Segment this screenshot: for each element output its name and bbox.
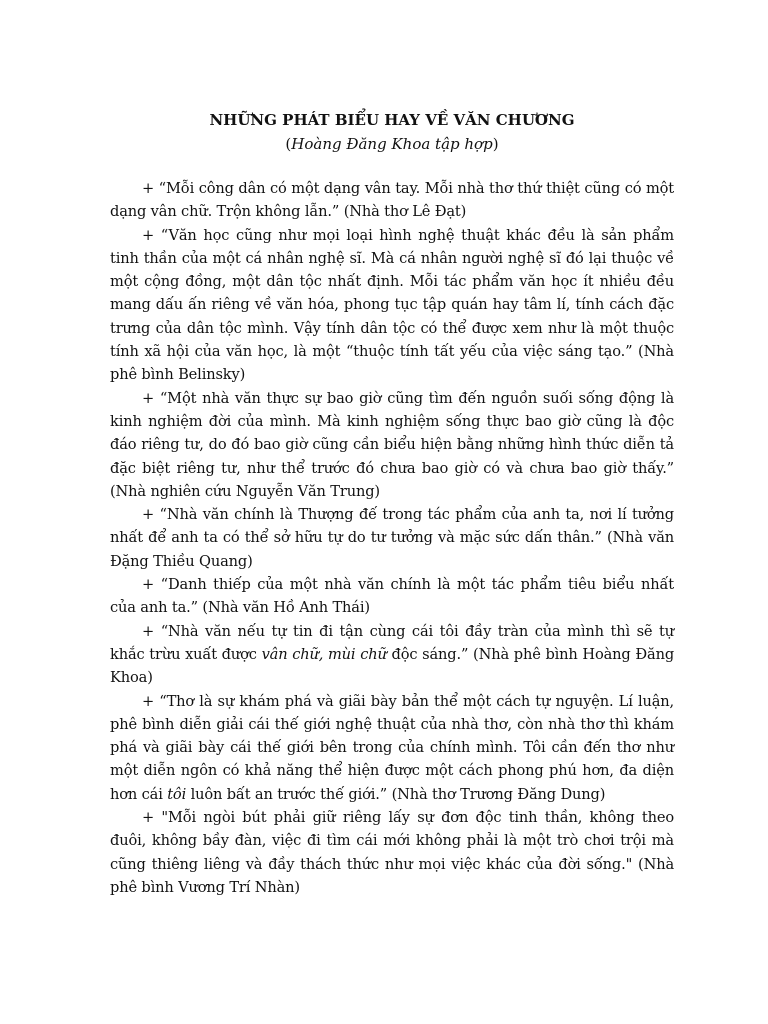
quote-text: + “Danh thiếp của một nhà văn chính là một tác phẩm tiêu biểu nhất của anh ta.” (Nhà văn Hồ Anh Thái) <box>110 576 674 617</box>
quote-paragraph-5 <box>110 573 674 620</box>
document-page <box>110 108 674 899</box>
quote-text: + "Mỗi ngòi bút phải giữ riêng lấy sự đơn độc tinh thần, không theo đuôi, không bầy đàn, việc đi tìm cái mới không phải là một trò chơi trội mà cũng thiêng liêng và đầy thách thức như mọi việc khác của đời sống." (Nhà phê bình Vương Trí Nhàn) <box>110 809 674 896</box>
quote-text: + “Thơ là sự khám phá và giãi bày bản thể một cách tự nguyện. Lí luận, phê bình diễn giải cái thế giới nghệ thuật của nhà thơ, còn nhà thơ thì khám phá và giãi bày cái thế giới bên trong của chính mình. Tôi cần đến thơ như một diễn ngôn có khả năng thể hiện được một cách phong phú hơn, đa diện hơn cái <box>110 692 674 803</box>
quote-text: + “Văn học cũng như mọi loại hình nghệ thuật khác đều là sản phẩm tinh thần của một cá nhân nghệ sĩ. Mà cá nhân người nghệ sĩ đó lại thuộc về một cộng đồng, một dân tộc nhất định. Mỗi tác phẩm văn học ít nhiều đều mang dấu ấn riêng về văn hóa, phong tục tập quán hay tâm lí, tính cách đặc trưng của dân tộc mình. Vậy tính dân tộc có thể được xem như là một thuộc tính xã hội của văn học, là một “thuộc tính tất yếu của việc sáng tạo.” (Nhà phê bình Belinsky) <box>110 226 674 384</box>
subtitle-open-paren: ( <box>285 135 292 153</box>
quote-text: luôn bất an trước thế giới.” (Nhà thơ Trương Đăng Dung) <box>186 785 606 803</box>
subtitle-close-paren: ) <box>492 135 499 153</box>
quote-paragraph-3 <box>110 387 674 503</box>
quote-paragraph-8 <box>110 806 674 899</box>
quote-text: + “Nhà văn chính là Thượng đế trong tác phẩm của anh ta, nơi lí tưởng nhất để anh ta có thể sở hữu tự do tư tưởng và mặc sức dấn thân.” (Nhà văn Đặng Thiều Quang) <box>110 506 674 570</box>
quote-paragraph-1 <box>110 177 674 224</box>
quote-text: + “Mỗi công dân có một dạng vân tay. Mỗi nhà thơ thứ thiệt cũng có một dạng vân chữ. Trộn không lẫn.” (Nhà thơ Lê Đạt) <box>110 180 674 221</box>
quote-paragraph-2 <box>110 224 674 387</box>
quote-text: độc sáng.” (Nhà phê bình Hoàng Đăng Khoa) <box>110 645 675 687</box>
quote-text: + “Nhà văn nếu tự tin đi tận cùng cái tôi đầy tràn của mình thì sẽ tự khắc trừu xuất được <box>110 622 674 663</box>
quote-paragraph-7 <box>110 690 674 806</box>
document-subtitle <box>110 132 674 156</box>
quote-paragraph-6 <box>110 620 674 690</box>
quote-emphasis: vân chữ, mùi chữ <box>261 645 387 663</box>
quote-paragraph-4 <box>110 503 674 573</box>
subtitle-text: Hoàng Đăng Khoa tập hợp <box>291 135 493 153</box>
quote-text: + “Một nhà văn thực sự bao giờ cũng tìm đến nguồn suối sống động là kinh nghiệm đời của mình. Mà kinh nghiệm sống thực bao giờ cũng là độc đáo riêng tư, do đó bao giờ cũng cần biểu hiện bằng những hình thức diễn tả đặc biệt riêng tư, như thể trước đó chưa bao giờ có và chưa bao giờ thấy.” (Nhà nghiên cứu Nguyễn Văn Trung) <box>110 389 674 500</box>
document-title: NHỮNG PHÁT BIỂU HAY VỀ VĂN CHƯƠNG <box>209 111 575 129</box>
quote-emphasis: tôi <box>167 785 187 803</box>
